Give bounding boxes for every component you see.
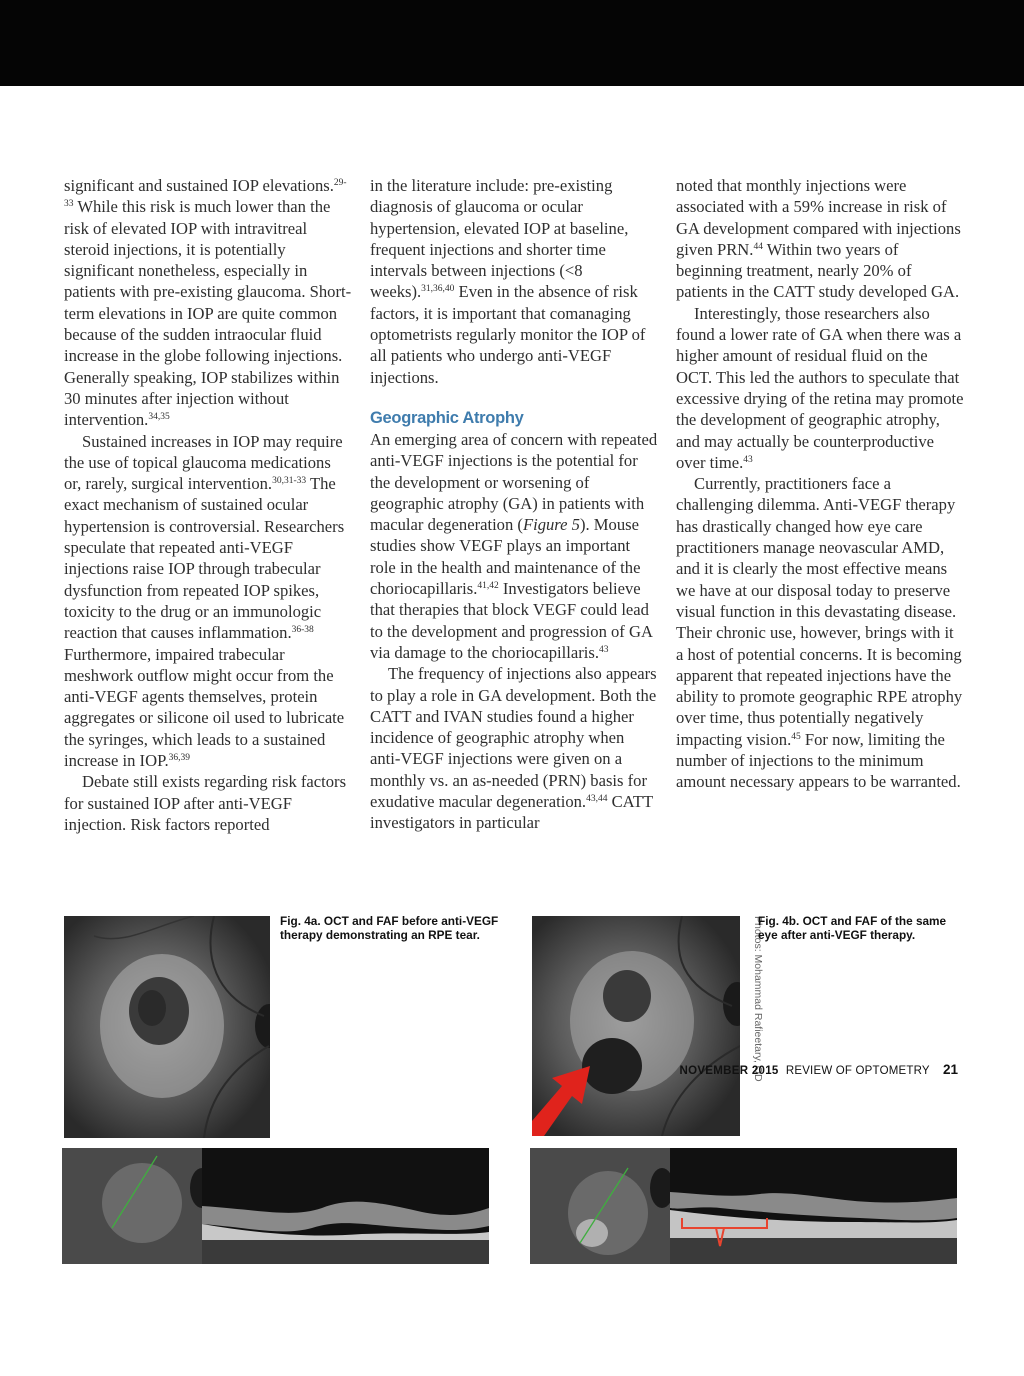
- page-number: 21: [942, 1062, 958, 1077]
- photo-credit: Photos: Mohammad Rafieetary, OD: [752, 916, 764, 1082]
- article-column-1: [64, 175, 352, 835]
- top-black-bar: [0, 0, 1024, 86]
- section-heading: Geographic Atrophy: [370, 408, 524, 427]
- article-column-2: [370, 175, 658, 834]
- paragraph: Interestingly, those researchers also found a lower rate of GA when there was a higher amount of residual fluid on the OCT. This led the authors to speculate that excessive drying of the retina may promote the development of geographic atrophy, and may actually be counterproductive over time.$^{43}$: [676, 303, 964, 472]
- paragraph: Currently, practitioners face a challenging dilemma. Anti-VEGF therapy has drastically changed how eye care practitioners manage neovascular AMD, and it is clearly the most effective means we have at our disposal today to preserve visual function in this devastating disease. Their chronic use, however, brings with it a host of potential concerns. It is becoming apparent that repeated injections have the ability to promote geographic RPE atrophy over time, thus potentially negatively impacting vision.$^{45}$ For now, limiting the number of injections to the minimum amount necessary appears to be warranted.: [676, 474, 963, 792]
- fig-4b-faf-image: [532, 916, 740, 1136]
- paragraph: Sustained increases in IOP may require the use of topical glaucoma medications or, rarely, surgical intervention.$^{30,31-33}$ The exact mechanism of sustained ocular hypertension is controversial. Researchers speculate that repeated anti-VEGF injections raise IOP through trabecular dysfunction from repeated IOP spikes, toxicity to the drug or an immunologic reaction that causes inflammation.$^{36-38}$ Furthermore, impaired trabecular meshwork outflow might occur from the anti-VEGF agents themselves, protein aggregates or silicone oil used to lubricate the syringes, which leads to a sustained increase in IOP.$^{36,39}$: [64, 431, 345, 771]
- footer-date: NOVEMBER 2015: [679, 1065, 779, 1077]
- article-column-3: [676, 175, 964, 793]
- paragraph: Debate still exists regarding risk factors for sustained IOP after anti-VEGF injection. Risk factors reported: [64, 772, 347, 834]
- fig-4a-faf-image: [64, 916, 270, 1138]
- paragraph: in the literature include: pre-existing diagnosis of glaucoma or ocular hypertension, elevated IOP at baseline, frequent injections and shorter time intervals between injections (<8 weeks).$^{31,36,40}$ Even in the absence of risk factors, it is important that comanaging optometrists regularly monitor the IOP of all patients who undergo anti-VEGF injections.: [370, 176, 646, 387]
- paragraph: noted that monthly injections were associated with a 59% increase in risk of GA development compared with injections given PRN.$^{44}$ Within two years of beginning treatment, nearly 20% of patients in the CATT study developed GA.: [676, 176, 961, 302]
- figure-caption-4a: Fig. 4a. OCT and FAF before anti-VEGF therapy demonstrating an RPE tear.: [280, 914, 499, 942]
- paragraph: An emerging area of concern with repeated anti-VEGF injections is the potential for the development or worsening of geographic atrophy (GA) in patients with macular degeneration (Figure 5). Mouse studies show VEGF plays an important role in the health and maintenance of the choriocapillaris.$^{41,42}$ Investigators believe that therapies that block VEGF could lead to the development and progression of GA via damage to the choriocapillaris.$^{43}$: [370, 429, 658, 662]
- paragraph: The frequency of injections also appears to play a role in GA development. Both the CATT and IVAN studies found a higher incidence of geographic atrophy when anti-VEGF injections were given on a monthly vs. an as-needed (PRN) basis for exudative macular degeneration.$^{43,44}$ CATT investigators in particular: [370, 664, 657, 833]
- fig-4a-oct-image: [62, 1148, 489, 1264]
- page-footer: [679, 1062, 958, 1077]
- fig-4b-oct-image: [530, 1148, 957, 1264]
- paragraph: significant and sustained IOP elevations.$^{29-33}$ While this risk is much lower than the risk of elevated IOP with intravitreal steroid injections, it is potentially significant nonetheless, especially in patients with pre-existing glaucoma. Short-term elevations in IOP are quite common because of the sudden intraocular fluid increase in the globe following injections. Generally speaking, IOP stabilizes within 30 minutes after injection without intervention.$^{34,35}$: [64, 176, 352, 430]
- figure-caption-4b: Fig. 4b. OCT and FAF of the same eye after anti-VEGF therapy.: [758, 914, 947, 942]
- footer-magazine: REVIEW OF OPTOMETRY: [785, 1065, 930, 1077]
